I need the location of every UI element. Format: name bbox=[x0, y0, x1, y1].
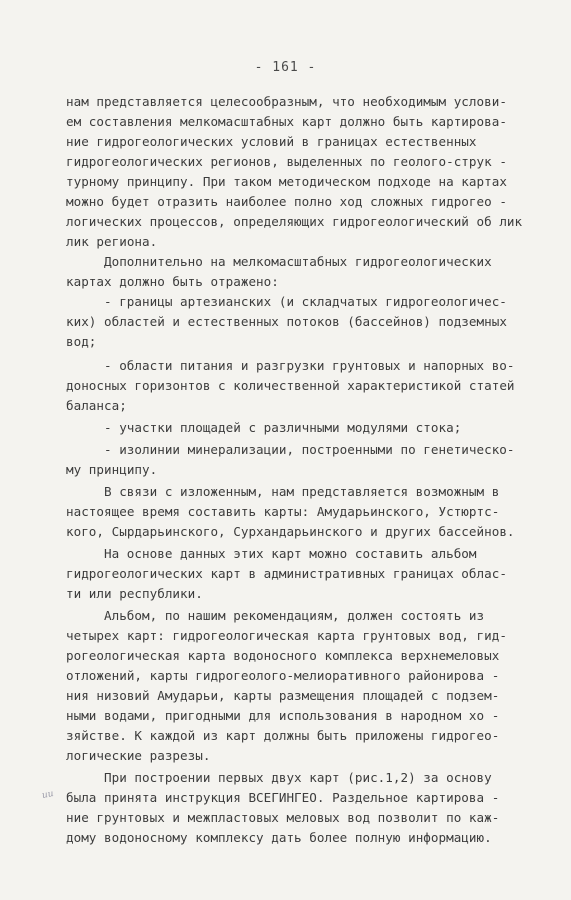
text-line: лик региона. bbox=[66, 234, 158, 249]
text-line: ти или республики. bbox=[66, 586, 203, 601]
text-line: была принята инструкция ВСЕГИНГЕО. Раздельное картирова - bbox=[66, 790, 500, 805]
text-line: ния низовий Амударьи, карты размещения площадей с подзем- bbox=[66, 688, 500, 703]
text-line: рогеологическая карта водоносного комплекса верхнемеловых bbox=[66, 648, 500, 663]
text-line: настоящее время составить карты: Амударьинского, Устюртс- bbox=[66, 504, 500, 519]
text-line: зяйстве. К каждой из карт должны быть приложены гидрогео- bbox=[66, 728, 500, 743]
text-line: - области питания и разгрузки грунтовых и напорных во- bbox=[104, 358, 515, 373]
text-line: турному принципу. При таком методическом подходе на картах bbox=[66, 174, 507, 189]
page-number: - 161 - bbox=[254, 60, 317, 75]
text-line: картах должно быть отражено: bbox=[66, 274, 279, 289]
text-line: - изолинии минерализации, построенными по генетическо- bbox=[104, 442, 515, 457]
text-line: ние гидрогеологических условий в границах естественных bbox=[66, 134, 477, 149]
text-line: отложений, карты гидрогеолого-мелиоративного районирова - bbox=[66, 668, 500, 683]
text-line: В связи с изложенным, нам представляется возможным в bbox=[104, 484, 500, 499]
margin-note: ии bbox=[41, 788, 55, 802]
text-line: Дополнительно на мелкомасштабных гидрогеологических bbox=[104, 254, 492, 269]
text-line: ких) областей и естественных потоков (бассейнов) подземных bbox=[66, 314, 507, 329]
text-line: гидрогеологических карт в административных границах облас- bbox=[66, 566, 507, 581]
text-line: логические разрезы. bbox=[66, 748, 211, 763]
text-line: вод; bbox=[66, 334, 97, 349]
text-line: ем составления мелкомасштабных карт должно быть картирова- bbox=[66, 114, 507, 129]
text-line: дому водоносному комплексу дать более полную информацию. bbox=[66, 830, 492, 845]
text-line: кого, Сырдарьинского, Сурхандарьинского и других бассейнов. bbox=[66, 524, 515, 539]
text-line: му принципу. bbox=[66, 462, 158, 477]
text-line: баланса; bbox=[66, 398, 127, 413]
text-line: доносных горизонтов с количественной характеристикой статей bbox=[66, 378, 515, 393]
text-line: При построении первых двух карт (рис.1,2) за основу bbox=[104, 770, 492, 785]
text-line: На основе данных этих карт можно составить альбом bbox=[104, 546, 477, 561]
text-line: нам представляется целесообразным, что необходимым услови- bbox=[66, 94, 507, 109]
text-line: ными водами, пригодными для использования в народном хо - bbox=[66, 708, 500, 723]
text-line: Альбом, по нашим рекомендациям, должен состоять из bbox=[104, 608, 485, 623]
text-line: - границы артезианских (и складчатых гидрогеологичес- bbox=[104, 294, 507, 309]
text-line: - участки площадей с различными модулями стока; bbox=[104, 420, 462, 435]
text-line: ние грунтовых и межпластовых меловых вод позволит по каж- bbox=[66, 810, 500, 825]
text-line: гидрогеологических регионов, выделенных по геолого-струк - bbox=[66, 154, 507, 169]
text-line: четырех карт: гидрогеологическая карта грунтовых вод, гид- bbox=[66, 628, 507, 643]
text-line: логических процессов, определяющих гидрогеологический об лик bbox=[66, 214, 523, 229]
text-line: можно будет отразить наиболее полно ход сложных гидрогео - bbox=[66, 194, 507, 209]
